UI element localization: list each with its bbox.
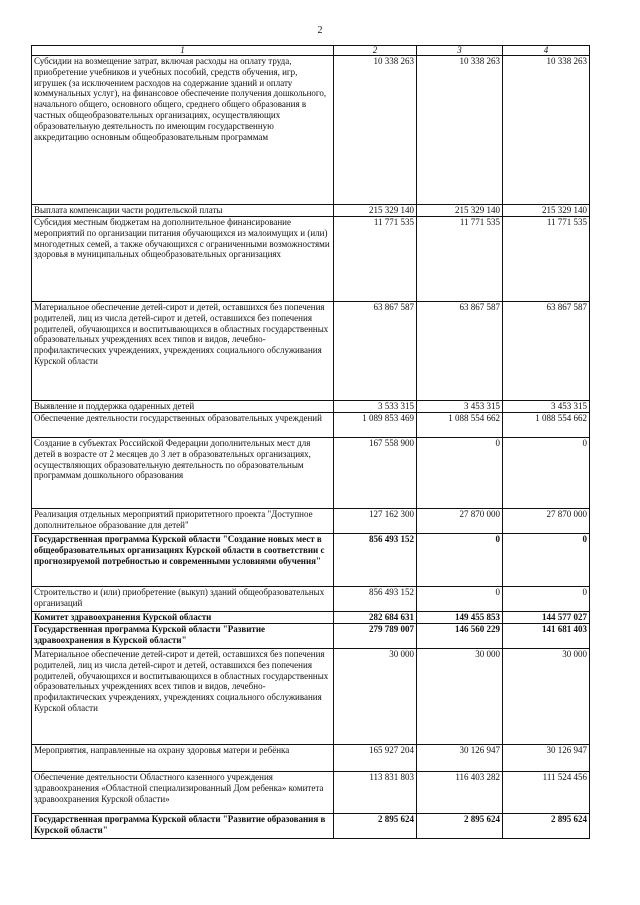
table-row: [32, 438, 590, 509]
value-col3: 30 000: [417, 649, 503, 745]
row-name: Материальное обеспечение детей-сирот и детей, оставшихся без попечения родителей, лиц из числа детей-сирот и детей, оставшихся без попечения родителей, обучающихся и воспитывающихся в областных государственных образовательных учреждениях всех типов и видов, лечебно-профилактических учреждениях, учреждениях социального обслуживания Курской области: [32, 302, 334, 401]
value-col4: 1 088 554 662: [503, 413, 590, 438]
row-name: Субсидия местным бюджетам на дополнительное финансирование мероприятий по организации питания обучающихся из малоимущих и (или) многодетных семей, а также обучающихся с ограниченными возможностями здоровья в муниципальных общеобразовательных организациях: [32, 217, 334, 302]
value-col3: 146 560 229: [417, 624, 503, 649]
value-col3: 10 338 263: [417, 56, 503, 205]
row-name: Реализация отдельных мероприятий приоритетного проекта "Доступное дополнительное образование для детей": [32, 509, 334, 534]
budget-table: [31, 45, 590, 839]
value-col4: 215 329 140: [503, 205, 590, 217]
table-row: [32, 772, 590, 814]
value-col3: 30 126 947: [417, 745, 503, 772]
value-col4: 0: [503, 534, 590, 587]
row-name: Обеспечение деятельности государственных образовательных учреждений: [32, 413, 334, 438]
value-col2: 113 831 803: [334, 772, 417, 814]
row-name: Государственная программа Курской области "Создание новых мест в общеобразовательных организациях Курской области в соответствии с прогнозируемой потребностью и современными условиями обучения": [32, 534, 334, 587]
page-number: 2: [317, 25, 323, 36]
value-col2: 167 558 900: [334, 438, 417, 509]
value-col3: 3 453 315: [417, 401, 503, 413]
value-col4: 27 870 000: [503, 509, 590, 534]
value-col2: 2 895 624: [334, 814, 417, 839]
row-name: Мероприятия, направленные на охрану здоровья матери и ребёнка: [32, 745, 334, 772]
table-row: [32, 401, 590, 413]
value-col2: 856 493 152: [334, 534, 417, 587]
value-col3: 1 088 554 662: [417, 413, 503, 438]
row-name: Выявление и поддержка одаренных детей: [32, 401, 334, 413]
value-col4: 3 453 315: [503, 401, 590, 413]
row-name: Государственная программа Курской области "Развитие образования в Курской области": [32, 814, 334, 839]
column-header: 2: [334, 46, 417, 56]
value-col4: 63 867 587: [503, 302, 590, 401]
value-col3: 11 771 535: [417, 217, 503, 302]
table-row: [32, 612, 590, 624]
row-name: Материальное обеспечение детей-сирот и детей, оставшихся без попечения родителей, лиц из числа детей-сирот и детей, оставшихся без попечения родителей, обучающихся и воспитывающихся в областных государственных образовательных учреждениях всех типов и видов, лечебно-профилактических учреждениях, учреждениях социального обслуживания Курской области: [32, 649, 334, 745]
value-col2: 282 684 631: [334, 612, 417, 624]
table-row: [32, 649, 590, 745]
value-col4: 30 126 947: [503, 745, 590, 772]
table-row: [32, 413, 590, 438]
value-col3: 0: [417, 534, 503, 587]
value-col2: 3 533 315: [334, 401, 417, 413]
column-header: 1: [32, 46, 334, 56]
value-col2: 10 338 263: [334, 56, 417, 205]
table-row: [32, 814, 590, 839]
table-row: [32, 56, 590, 205]
value-col3: 27 870 000: [417, 509, 503, 534]
row-name: Комитет здравоохранения Курской области: [32, 612, 334, 624]
table-row: [32, 217, 590, 302]
value-col4: 0: [503, 438, 590, 509]
value-col2: 63 867 587: [334, 302, 417, 401]
value-col4: 144 577 027: [503, 612, 590, 624]
value-col2: 856 493 152: [334, 587, 417, 612]
value-col3: 116 403 282: [417, 772, 503, 814]
column-header: 3: [417, 46, 503, 56]
value-col2: 127 162 300: [334, 509, 417, 534]
value-col3: 2 895 624: [417, 814, 503, 839]
row-name: Создание в субъектах Российской Федерации дополнительных мест для детей в возрасте от 2 месяцев до 3 лет в образовательных организациях, осуществляющих образовательную деятельность по образовательным программам дошкольного образования: [32, 438, 334, 509]
value-col4: 30 000: [503, 649, 590, 745]
table-row: [32, 205, 590, 217]
value-col4: 111 524 456: [503, 772, 590, 814]
value-col4: 11 771 535: [503, 217, 590, 302]
value-col4: 141 681 403: [503, 624, 590, 649]
column-header: 4: [503, 46, 590, 56]
row-name: Строительство и (или) приобретение (выкуп) зданий общеобразовательных организаций: [32, 587, 334, 612]
value-col3: 0: [417, 438, 503, 509]
row-name: Государственная программа Курской области "Развитие здравоохранения в Курской области": [32, 624, 334, 649]
value-col4: 10 338 263: [503, 56, 590, 205]
row-name: Субсидии на возмещение затрат, включая расходы на оплату труда, приобретение учебников и учебных пособий, средств обучения, игр, игрушек (за исключением расходов на содержание зданий и оплату коммунальных услуг), на финансовое обеспечение получения дошкольного, начального общего, основного общего, среднего общего образования в частных общеобразовательных организациях, осуществляющих образовательную деятельность по имеющим государственную аккредитацию основным общеобразовательным программам: [32, 56, 334, 205]
value-col2: 165 927 204: [334, 745, 417, 772]
value-col2: 215 329 140: [334, 205, 417, 217]
value-col3: 63 867 587: [417, 302, 503, 401]
table-header-row: [32, 46, 590, 56]
row-name: Обеспечение деятельности Областного казенного учреждения здравоохранения «Областной специализированный Дом ребенка» комитета здравоохранения Курской области»: [32, 772, 334, 814]
value-col4: 2 895 624: [503, 814, 590, 839]
table-row: [32, 534, 590, 587]
value-col3: 149 455 853: [417, 612, 503, 624]
value-col3: 215 329 140: [417, 205, 503, 217]
value-col2: 30 000: [334, 649, 417, 745]
table-row: [32, 745, 590, 772]
value-col3: 0: [417, 587, 503, 612]
table-row: [32, 302, 590, 401]
table-row: [32, 587, 590, 612]
value-col4: 0: [503, 587, 590, 612]
table-row: [32, 509, 590, 534]
value-col2: 11 771 535: [334, 217, 417, 302]
table-row: [32, 624, 590, 649]
row-name: Выплата компенсации части родительской платы: [32, 205, 334, 217]
value-col2: 1 089 853 469: [334, 413, 417, 438]
value-col2: 279 789 007: [334, 624, 417, 649]
